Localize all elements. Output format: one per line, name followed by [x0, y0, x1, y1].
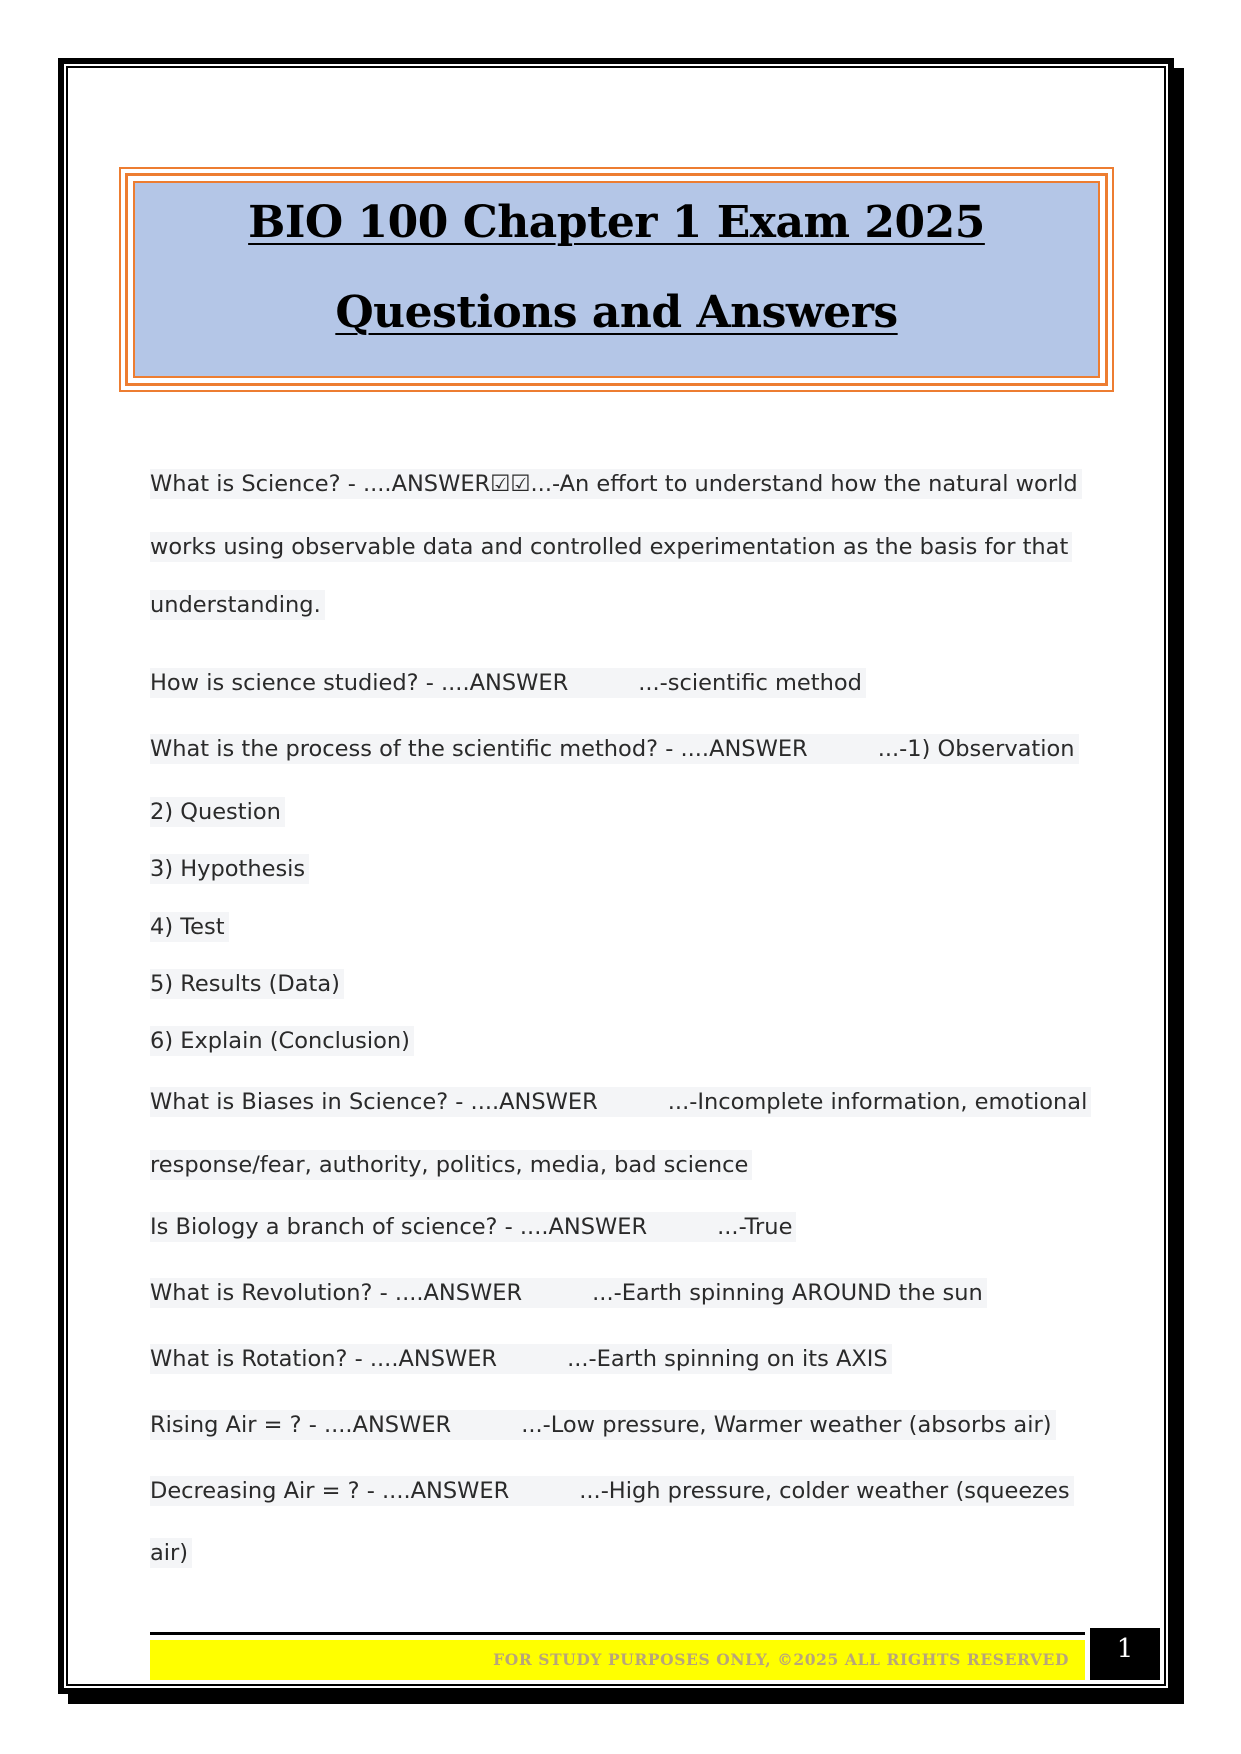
qa-line: 6) Explain (Conclusion) [150, 1026, 414, 1056]
qa-line [150, 668, 866, 698]
answer-text: ...-Earth spinning on its AXIS [567, 1346, 888, 1372]
qa-line [150, 1278, 987, 1308]
qa-line: 2) Question [150, 797, 285, 827]
qa-line [150, 1344, 892, 1374]
question-text: What is the process of the scientific method? - ....ANSWER [150, 736, 808, 762]
qa-line [150, 1212, 796, 1242]
qa-line [150, 1476, 1074, 1506]
answer-text: ...-scientific method [638, 670, 862, 696]
document-subtitle: Questions and Answers [335, 287, 898, 338]
qa-line: What is Science? - ....ANSWER☑☑...-An effort to understand how the natural world [150, 469, 1082, 499]
qa-line: 3) Hypothesis [150, 854, 309, 884]
answer-text: ...-Incomplete information, emotional [667, 1089, 1088, 1115]
qa-line [150, 1410, 1056, 1440]
qa-line: response/fear, authority, politics, media, bad science [150, 1150, 752, 1180]
question-text: How is science studied? - ....ANSWER [150, 670, 569, 696]
answer-text: ...-Low pressure, Warmer weather (absorbs air) [521, 1412, 1052, 1438]
question-text: What is Biases in Science? - ....ANSWER [150, 1089, 598, 1115]
qa-line: understanding. [150, 590, 325, 620]
answer-text: ...-High pressure, colder weather (squeezes [579, 1478, 1070, 1504]
qa-line [150, 734, 1079, 764]
answer-text: ...-1) Observation [877, 736, 1075, 762]
title-box [125, 173, 1108, 386]
page-number-box [1090, 1628, 1160, 1680]
document-title: BIO 100 Chapter 1 Exam 2025 [248, 197, 985, 248]
qa-line: works using observable data and controlled experimentation as the basis for that [150, 532, 1072, 562]
qa-line [150, 1087, 1091, 1117]
answer-text: ...-Earth spinning AROUND the sun [592, 1280, 983, 1306]
answer-text: ...-True [717, 1214, 793, 1240]
footer-rule [150, 1632, 1085, 1635]
footer-text: FOR STUDY PURPOSES ONLY, ©2025 ALL RIGHTS RESERVED [493, 1650, 1069, 1669]
question-text: What is Revolution? - ....ANSWER [150, 1280, 523, 1306]
question-text: Rising Air = ? - ....ANSWER [150, 1412, 452, 1438]
qa-line: 5) Results (Data) [150, 969, 344, 999]
qa-line: 4) Test [150, 912, 229, 942]
footer-band [150, 1640, 1085, 1680]
qa-line: air) [150, 1538, 192, 1568]
question-text: What is Rotation? - ....ANSWER [150, 1346, 498, 1372]
page-number: 1 [1116, 1634, 1134, 1664]
title-box-fill [133, 181, 1100, 378]
question-text: Decreasing Air = ? - ....ANSWER [150, 1478, 510, 1504]
question-text: Is Biology a branch of science? - ....ANSWER [150, 1214, 648, 1240]
